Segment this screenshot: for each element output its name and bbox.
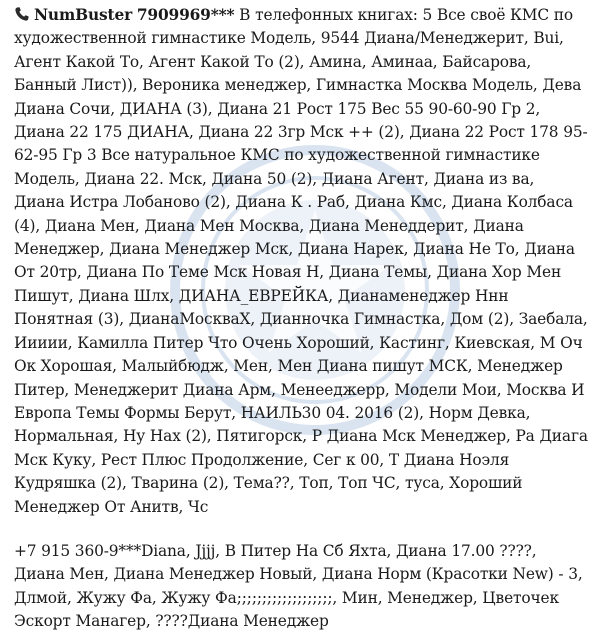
second-number-entry bbox=[14, 540, 588, 634]
phone-number: 7909969*** bbox=[136, 6, 235, 24]
numbuster-entry bbox=[14, 4, 588, 519]
source-label: NumBuster bbox=[34, 6, 133, 24]
telephone-icon bbox=[14, 6, 30, 22]
phonebook-names: В телефонных книгах: 5 Все своё КМС по художественной гимнастике Модель, 9544 Диана/Менеджерит, Bui, Агент Какой То, Агент Какой То (2), Амина, Аминаа, Байсарова, Банный Лист)), Вероника менеджер, Гимнастка Москва Модель, Дева Диана Сочи, ДИАНА (3), Диана 21 Рост 175 Вес 55 90-60-90 Гр 2, Диана 22 175 ДИАНА, Диана 22 3гр Мск ++ (2), Диана 22 Рост 178 95-62-95 Гр 3 Все натуральное КМС по художественной гимнастике Модель, Диана 22. Мск, Диана 50 (2), Диана Агент, Диана из ва, Диана Истра Лобаново (2), Диана К . Раб, Диана Кмс, Диана Колбаса (4), Диана Мен, Диана Мен Москва, Диана Менеддерит, Диана Менеджер, Диана Менеджер Мск, Диана Нарек, Диана Не То, Диана От 20тр, Диана По Теме Мск Новая Н, Диана Темы, Диана Хор Мен Пишут, Диана Шлх, ДИАНА_ЕВРЕЙКА, Дианаменеджер Ннн Понятная (3), ДианаМоскваХ, Дианночка Гимнастка, Дом (2), Заебала, Иииии, Камилла Питер Что Очень Хороший, Кастинг, Киевская, М Оч Ок Хорошая, Малыйбюдж, Мен, Мен Диана пишут МСК, Менеджер Питер, Менеджерит Диана Арм, Менееджерр, Модели Мои, Москва И Европа Темы Формы Берут, НАИЛЬ30 04. 2016 (2), Норм Девка, Нормальная, Ну Нах (2), Пятигорск, Р Диана Мск Менеджер, Ра Диага Мск Куку, Рест Плюс Продолжение, Сег к 00, Т Диана Ноэля Кудряшка (2), Тварина (2), Тема??, Топ, Топ ЧС, туса, Хороший Менеджер От Анитв, Чс bbox=[14, 6, 588, 516]
phonebook-names: Diana, Jjjj, В Питер На Сб Яхта, Диана 17.00 ????, Диана Мен, Диана Менеджер Новый, Диана Норм (Красотки New) - 3, Длмой, Жужу Фа, Жужу Фа;;;;;;;;;;;;;;;;;;;, Мин, Менеджер, Цветочек Эскорт Манагер, ????Диана Менеджер bbox=[14, 541, 583, 631]
phone-number: +7 915 360-9*** bbox=[14, 541, 142, 560]
